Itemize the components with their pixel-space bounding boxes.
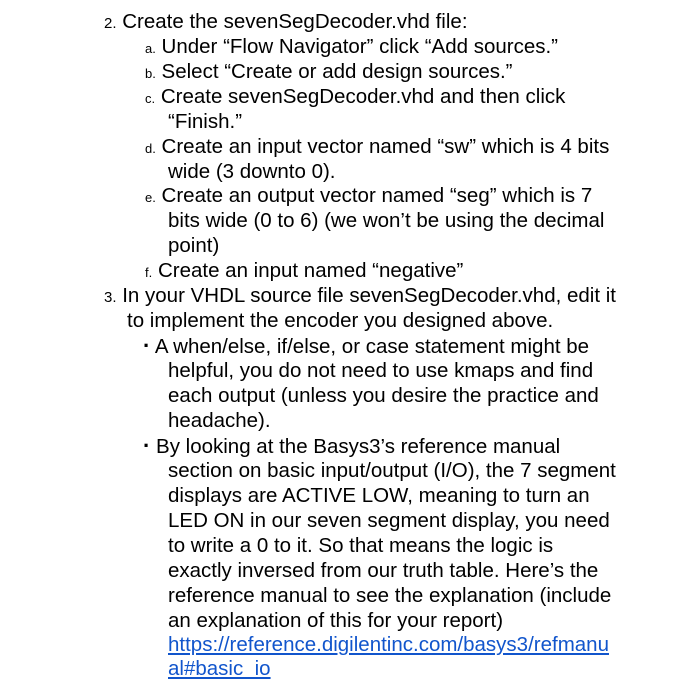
bullet-1-text: A when/else, if/else, or case statement might be [154,335,590,358]
step-2d [145,134,609,161]
step-3-text-cont: to implement the encoder you designed above. [127,309,554,332]
bullet-1-cont-1: helpful, you do not need to use kmaps and find [168,359,594,382]
bullet-1-cont-2: each output (unless you desire the practice and [168,384,599,407]
step-2f [145,258,463,285]
step-2c-text: Create sevenSegDecoder.vhd and then click [160,85,566,108]
step-2b-marker: b. [145,66,156,81]
step-2-heading [104,9,468,36]
step-3-marker: 3. [104,289,117,306]
step-2d-marker: d. [145,141,156,156]
bullet-2-dot: · [143,433,151,458]
step-2-marker: 2. [104,15,117,32]
step-2c-text-cont: “Finish.” [168,110,243,133]
step-2f-marker: f. [145,265,153,280]
bullet-2-text: By looking at the Basys3’s reference manual [156,435,561,458]
step-3-heading [104,283,616,310]
bullet-2-cont-2: displays are ACTIVE LOW, meaning to turn an [168,484,590,507]
bullet-2-cont-4: to write a 0 to it. So that means the logic is [168,534,554,557]
bullet-2-cont-6: reference manual to see the explanation (include [168,584,612,607]
reference-manual-link-cont[interactable]: al#basic_io [168,657,271,680]
step-2b [145,59,513,86]
step-2e-text: Create an output vector named “seg” which is 7 [161,184,593,207]
step-2a-marker: a. [145,41,156,56]
step-2e-text-cont-1: bits wide (0 to 6) (we won’t be using the decimal [168,209,605,232]
bullet-2-cont-1: section on basic input/output (I/O), the 7 segment [168,459,616,482]
step-2e [145,183,592,210]
step-2a [145,34,558,61]
step-3-text: In your VHDL source file sevenSegDecoder.vhd, edit it [122,284,617,307]
step-2e-marker: e. [145,190,156,205]
step-2f-text: Create an input named “negative” [157,259,464,282]
bullet-1 [143,333,589,359]
bullet-2-cont-7: an explanation of this for your report) [168,609,504,632]
step-2a-text: Under “Flow Navigator” click “Add sources.” [161,35,558,58]
step-2d-text: Create an input vector named “sw” which is 4 bits [161,135,610,158]
bullet-2-cont-3: LED ON in our seven segment display, you need [168,509,610,532]
step-2b-text: Select “Create or add design sources.” [161,60,513,83]
step-2-title: Create the sevenSegDecoder.vhd file: [122,10,468,33]
bullet-1-cont-3: headache). [168,409,271,432]
bullet-1-dot: · [143,333,151,358]
step-2c [145,84,565,111]
bullet-2 [143,433,560,459]
bullet-2-cont-5: exactly inversed from our truth table. Here’s the [168,559,599,582]
step-2d-text-cont: wide (3 downto 0). [168,160,336,183]
step-2e-text-cont-2: point) [168,234,220,257]
step-2c-marker: c. [145,91,156,106]
reference-manual-link[interactable]: https://reference.digilentinc.com/basys3/refmanu [168,633,609,656]
